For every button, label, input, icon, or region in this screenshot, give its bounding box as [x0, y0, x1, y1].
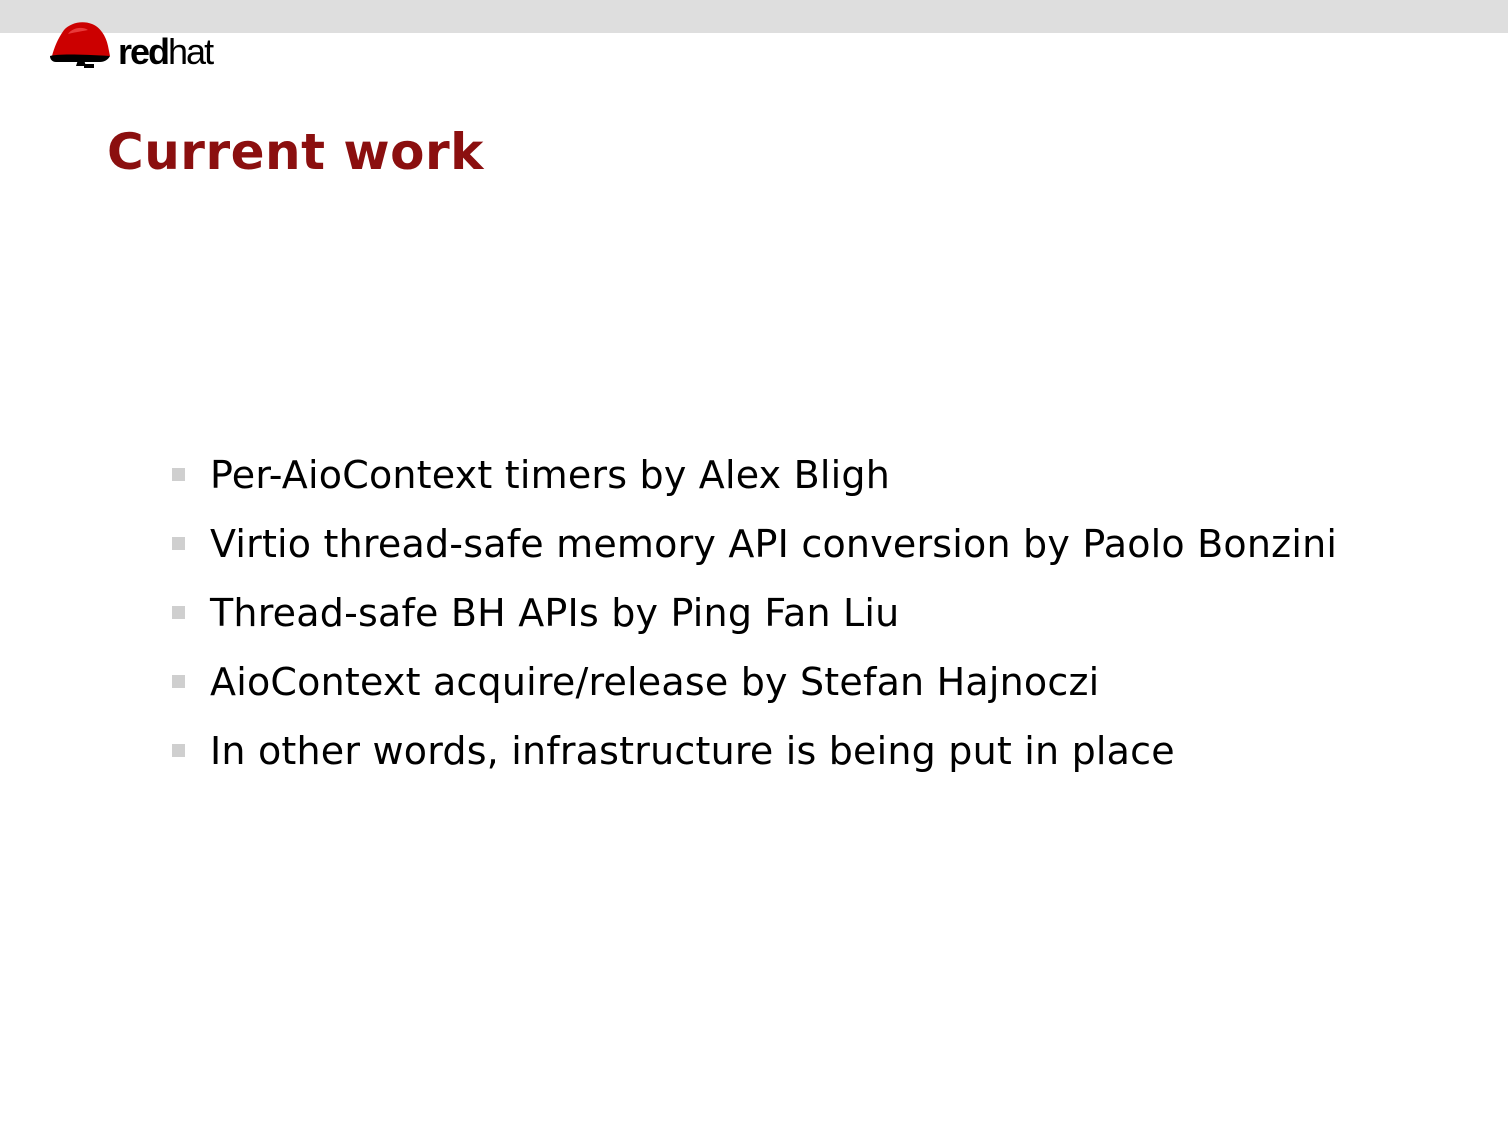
bullet-item: [172, 578, 1337, 647]
bullet-text: Virtio thread-safe memory API conversion by Paolo Bonzini: [210, 521, 1338, 566]
bullet-text: AioContext acquire/release by Stefan Hajnoczi: [210, 659, 1100, 704]
redhat-shadowman-icon: [48, 18, 114, 70]
bullet-item: [172, 716, 1337, 785]
slide-title: Current work: [107, 123, 484, 181]
bullet-item: [172, 509, 1337, 578]
bullet-square-icon: [172, 468, 185, 481]
bullet-square-icon: [172, 606, 185, 619]
redhat-logo: [48, 18, 238, 70]
logo-word-hat: hat: [168, 31, 213, 72]
bullet-square-icon: [172, 744, 185, 757]
bullet-square-icon: [172, 537, 185, 550]
bullet-text: In other words, infrastructure is being put in place: [210, 728, 1175, 773]
bullet-item: [172, 647, 1337, 716]
redhat-wordmark: [118, 31, 213, 72]
bullet-list: [172, 440, 1337, 785]
bullet-text: Per-AioContext timers by Alex Bligh: [210, 452, 891, 497]
bullet-text: Thread-safe BH APIs by Ping Fan Liu: [210, 590, 900, 635]
logo-word-red: red: [118, 31, 169, 72]
bullet-square-icon: [172, 675, 185, 688]
bullet-item: [172, 440, 1337, 509]
